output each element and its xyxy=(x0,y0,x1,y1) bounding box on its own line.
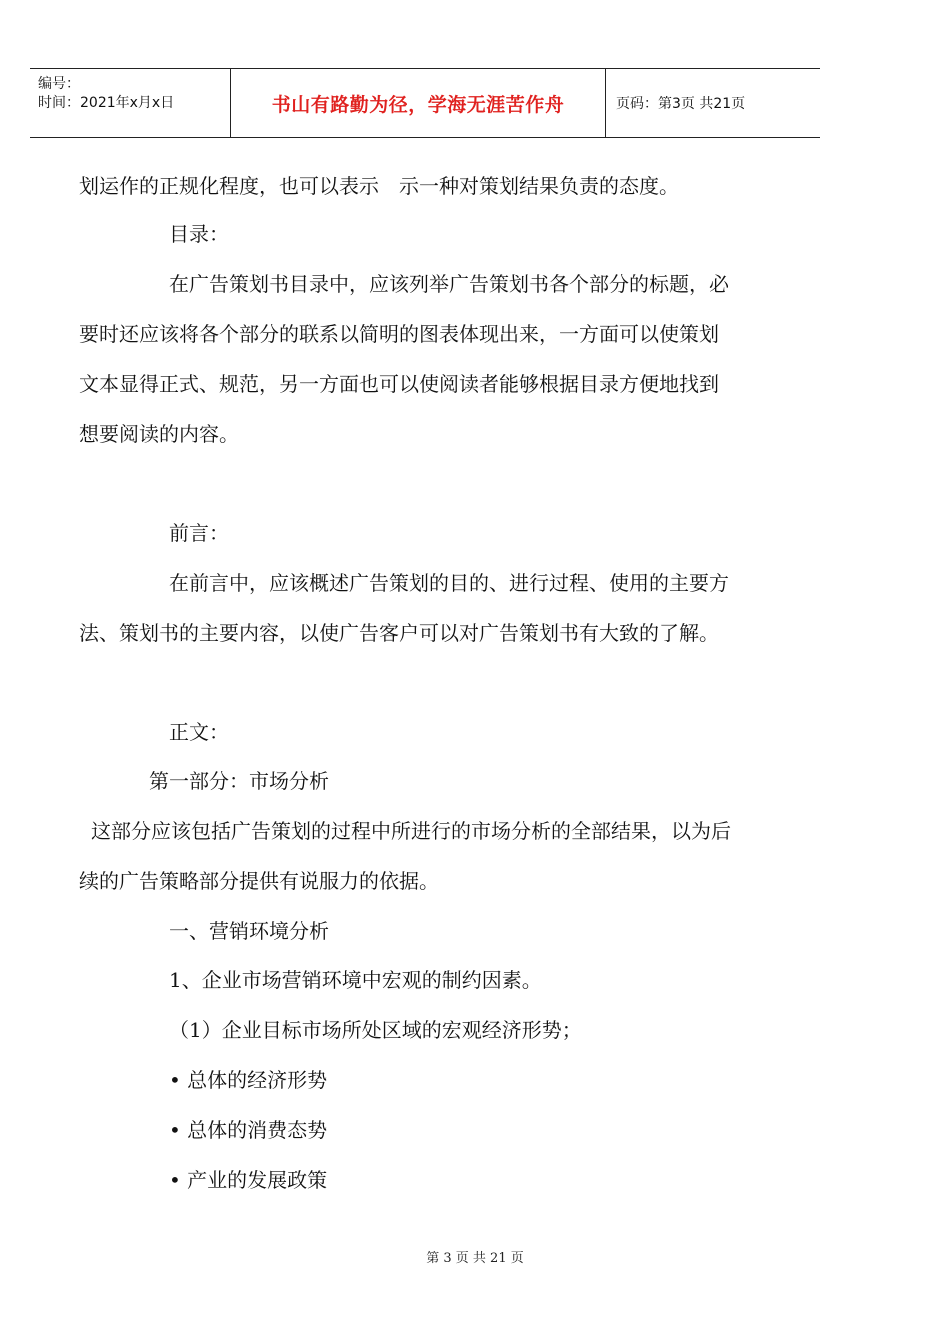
serial-number-label: 编号： xyxy=(38,76,80,92)
paragraph-line: 想要阅读的内容。 xyxy=(79,422,239,446)
paragraph-line: 划运作的正规化程度，也可以表示 示一种对策划结果负责的态度。 xyxy=(79,174,679,198)
numbered-subitem: （1）企业目标市场所处区域的宏观经济形势； xyxy=(169,1018,582,1042)
subsection-heading: 一、营销环境分析 xyxy=(169,919,329,943)
header-motto: 书山有路勤为径，学海无涯苦作舟 xyxy=(271,93,565,116)
footer-page-number: 第 3 页 共 21 页 xyxy=(426,1251,524,1266)
numbered-item: 1、企业市场营销环境中宏观的制约因素。 xyxy=(169,968,542,992)
header-page-cell xyxy=(606,69,820,137)
paragraph-line: 在前言中，应该概述广告策划的目的、进行过程、使用的主要方 xyxy=(169,571,729,595)
section-heading-preface: 前言： xyxy=(169,521,229,545)
header-motto-cell xyxy=(231,69,606,137)
page-footer xyxy=(0,1247,950,1266)
section-heading-main-text: 正文： xyxy=(169,720,229,744)
bullet-item: • 总体的消费态势 xyxy=(169,1118,328,1142)
bullet-item: • 产业的发展政策 xyxy=(169,1168,328,1192)
header-page-number: 页码：第3页 共21页 xyxy=(616,96,746,112)
paragraph-line: 这部分应该包括广告策划的过程中所进行的市场分析的全部结果，以为后 xyxy=(91,819,731,843)
paragraph-line: 要时还应该将各个部分的联系以简明的图表体现出来，一方面可以使策划 xyxy=(79,322,719,346)
paragraph-line: 在广告策划书目录中，应该列举广告策划书各个部分的标题，必 xyxy=(169,272,729,296)
paragraph-line: 文本显得正式、规范，另一方面也可以使阅读者能够根据目录方便地找到 xyxy=(79,372,719,396)
time-label: 时间：2021年x月x日 xyxy=(38,95,175,111)
paragraph-line: 法、策划书的主要内容，以使广告客户可以对广告策划书有大致的了解。 xyxy=(79,621,719,645)
header-meta-cell xyxy=(30,69,231,137)
bullet-item: • 总体的经济形势 xyxy=(169,1068,328,1092)
section-heading-toc: 目录： xyxy=(169,222,229,246)
page-header xyxy=(30,68,820,138)
part-heading: 第一部分：市场分析 xyxy=(149,769,329,793)
paragraph-line: 续的广告策略部分提供有说服力的依据。 xyxy=(79,869,439,893)
